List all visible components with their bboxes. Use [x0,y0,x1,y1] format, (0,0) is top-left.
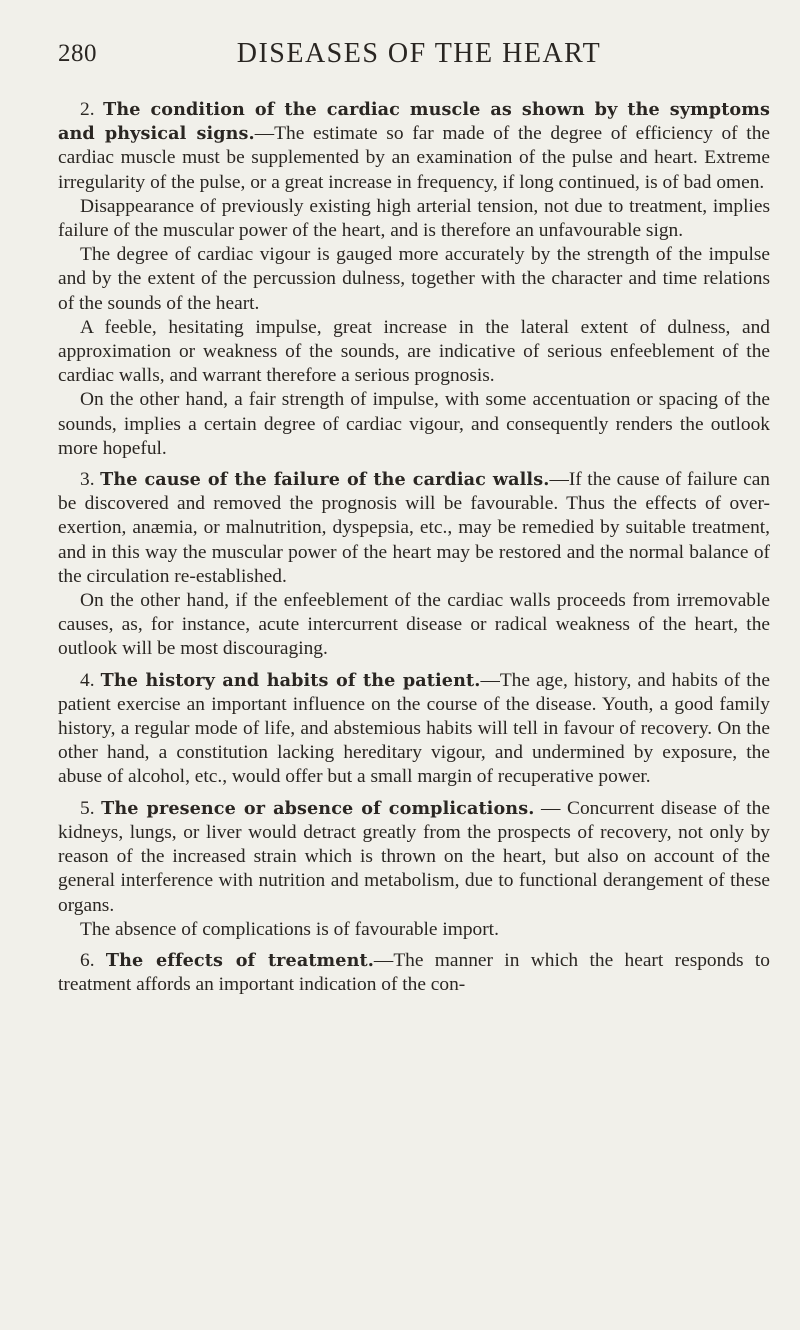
page-header [58,38,740,78]
section-3-paragraph-1 [58,468,770,589]
section-6-number: 6. [80,949,95,971]
section-5-paragraph-1 [58,797,770,918]
section-5-heading: The presence or absence of complications. [101,797,535,819]
page-body [58,98,770,997]
section-2-paragraph-5: On the other hand, a fair strength of impulse, with some accentuation or spacing of the sounds, implies a certain degree of cardiac vigour, and consequently renders the outlook more hopeful. [58,389,770,459]
section-6-heading: The effects of treatment. [105,949,374,971]
section-6-text-1: —The manner in which the heart responds to treatment affords an important indication of the con- [58,949,770,996]
section-5-number: 5. [80,797,95,819]
section-3-text-1: —If the cause of failure can be discovered and removed the prognosis will be favourable. Thus the effects of over-exertion, anæmia, or malnutrition, dyspepsia, etc., may be remedied by suitable treatment, and in this way the muscular power of the heart may be restored and the normal balance of the circulation re-established. [58,469,770,587]
section-5-paragraph-2: The absence of complications is of favourable import. [80,918,499,940]
section-2-paragraph-1 [58,98,770,195]
section-6-paragraph-1 [58,949,770,997]
section-4-text-1: —The age, history, and habits of the patient exercise an important influence on the course of the disease. Youth, a good family history, a regular mode of life, and abstemious habits will tell in favour of recovery. On the other hand, a constitution lacking hereditary vigour, and undermined by exposure, the abuse of alcohol, etc., would offer but a small margin of recuperative power. [58,669,770,788]
section-3-heading: The cause of the failure of the cardiac walls. [100,469,550,491]
section-4-number: 4. [80,669,95,691]
page-number: 280 [58,40,97,67]
section-3-number: 3. [80,469,95,491]
section-4-heading: The history and habits of the patient. [100,669,481,691]
section-2-heading: The condition of the cardiac muscle as shown by the symptoms and physical signs. [58,99,770,145]
section-2-text-1: —The estimate so far made of the degree of efficiency of the cardiac muscle must be supplemented by an examination of the pulse and heart. Extreme irregularity of the pulse, or a great increase in frequency, if long continued, is of bad omen. [58,123,770,193]
section-4-paragraph-1 [58,669,770,790]
section-5-text-1: — Concurrent disease of the kidneys, lungs, or liver would detract greatly from the prospects of recovery, not only by reason of the increased strain which is thrown on the heart, but also on account of the general interference with nutrition and metabolism, due to functional derangement of these organs. [58,797,770,916]
section-2-number: 2. [80,99,95,120]
running-head: DISEASES OF THE HEART [236,38,602,69]
section-2-paragraph-3: The degree of cardiac vigour is gauged more accurately by the strength of the impulse and by the extent of the percussion dulness, together with the character and time relations of the sounds of the heart. [58,244,770,314]
section-2-paragraph-2: Disappearance of previously existing high arterial tension, not due to treatment, implies failure of the muscular power of the heart, and is therefore an unfavourable sign. [58,195,770,242]
section-3-paragraph-2: On the other hand, if the enfeeblement of the cardiac walls proceeds from irremovable causes, as, for instance, acute intercurrent disease or radical weakness of the heart, the outlook will be most discouraging. [58,590,770,660]
section-2-paragraph-4: A feeble, hesitating impulse, great increase in the lateral extent of dulness, and approximation or weakness of the sounds, are indicative of serious enfeeblement of the cardiac walls, and warrant therefore a serious prognosis. [58,316,770,387]
